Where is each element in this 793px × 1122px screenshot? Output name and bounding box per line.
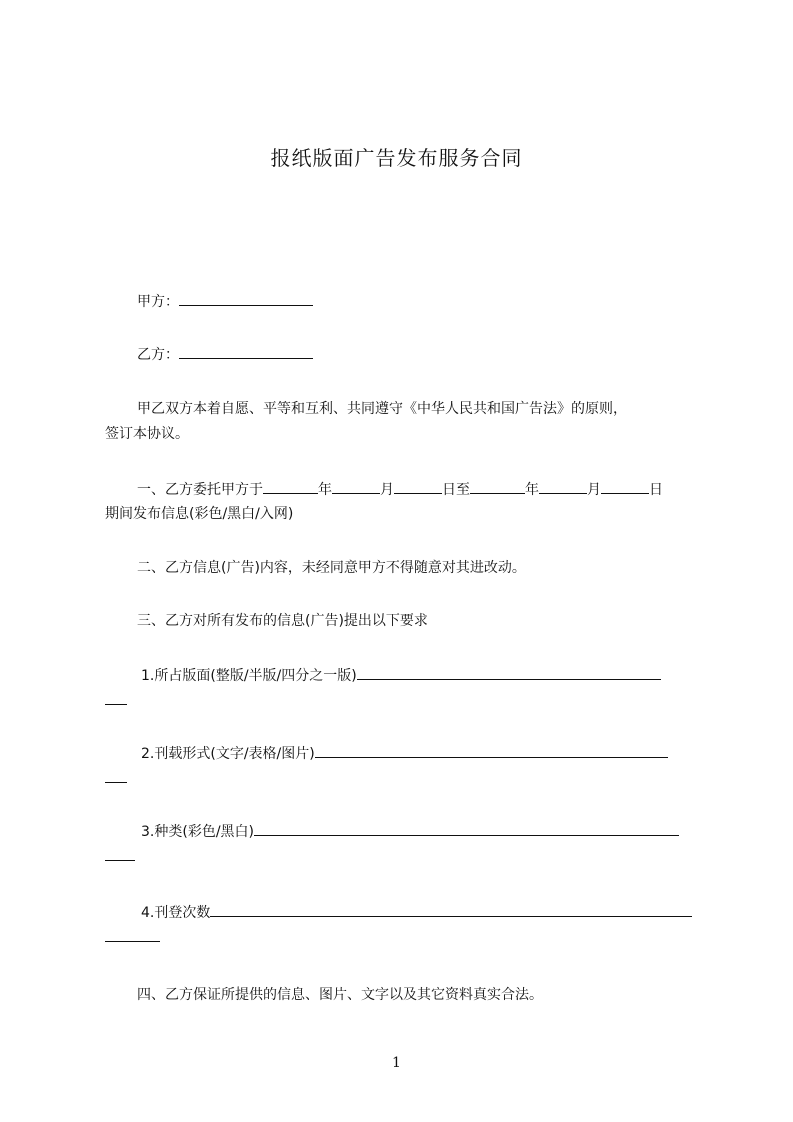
item-4-label: 4.刊登次数 — [141, 905, 211, 921]
page-title: 报纸版面广告发布服务合同 — [270, 146, 523, 170]
day-to-label: 日至 — [442, 482, 470, 498]
item-2-blank-continued[interactable] — [105, 767, 127, 783]
clause-1-prefix: 一、乙方委托甲方于 — [137, 482, 263, 498]
party-b-line — [105, 343, 737, 366]
start-month-blank[interactable] — [332, 478, 380, 494]
start-year-blank[interactable] — [263, 478, 318, 494]
page-number: 1 — [392, 1055, 401, 1071]
intro-line-1: 甲乙双方本着自愿、平等和互利、共同遵守《中华人民共和国广告法》的原则， — [137, 401, 627, 417]
end-year-label: 年 — [525, 482, 539, 498]
item-1-label: 1.所占版面(整版/半版/四分之一版) — [141, 668, 357, 684]
item-1-line — [105, 664, 741, 687]
intro-line-2: 签订本协议。 — [105, 426, 189, 442]
end-month-label: 月 — [587, 482, 601, 498]
item-1-blank-continued[interactable] — [105, 689, 127, 705]
clause-1-line-2: 期间发布信息(彩色/黑白/入网) — [105, 506, 294, 522]
end-day-label: 日 — [649, 482, 663, 498]
item-2-continuation — [105, 767, 705, 790]
end-month-blank[interactable] — [539, 478, 587, 494]
clause-4: 四、乙方保证所提供的信息、图片、文字以及其它资料真实合法。 — [137, 987, 543, 1003]
item-3-blank-continued[interactable] — [105, 845, 135, 861]
clause-2: 二、乙方信息(广告)内容，未经同意甲方不得随意对其进改动。 — [137, 560, 526, 576]
item-1-continuation — [105, 689, 705, 712]
item-4-line — [105, 901, 741, 924]
start-day-blank[interactable] — [394, 478, 442, 494]
party-a-line — [105, 290, 737, 313]
item-2-line — [105, 742, 741, 765]
item-3-label: 3.种类(彩色/黑白) — [141, 824, 254, 840]
party-b-blank[interactable] — [179, 343, 313, 359]
party-a-blank[interactable] — [179, 290, 313, 306]
clause-3: 三、乙方对所有发布的信息(广告)提出以下要求 — [137, 613, 428, 629]
item-2-label: 2.刊载形式(文字/表格/图片) — [141, 746, 315, 762]
item-2-blank[interactable] — [315, 742, 668, 758]
start-month-label: 月 — [380, 482, 394, 498]
item-4-blank-continued[interactable] — [105, 926, 160, 942]
start-year-label: 年 — [318, 482, 332, 498]
party-a-label: 甲方： — [137, 294, 179, 310]
item-1-blank[interactable] — [357, 664, 661, 680]
party-b-label: 乙方： — [137, 347, 179, 363]
item-3-line — [105, 820, 741, 843]
item-3-blank[interactable] — [254, 820, 679, 836]
clause-1-line-1 — [105, 478, 737, 501]
end-day-blank[interactable] — [601, 478, 649, 494]
item-3-continuation — [105, 845, 705, 868]
item-4-continuation — [105, 926, 705, 949]
end-year-blank[interactable] — [470, 478, 525, 494]
item-4-blank[interactable] — [210, 901, 692, 917]
